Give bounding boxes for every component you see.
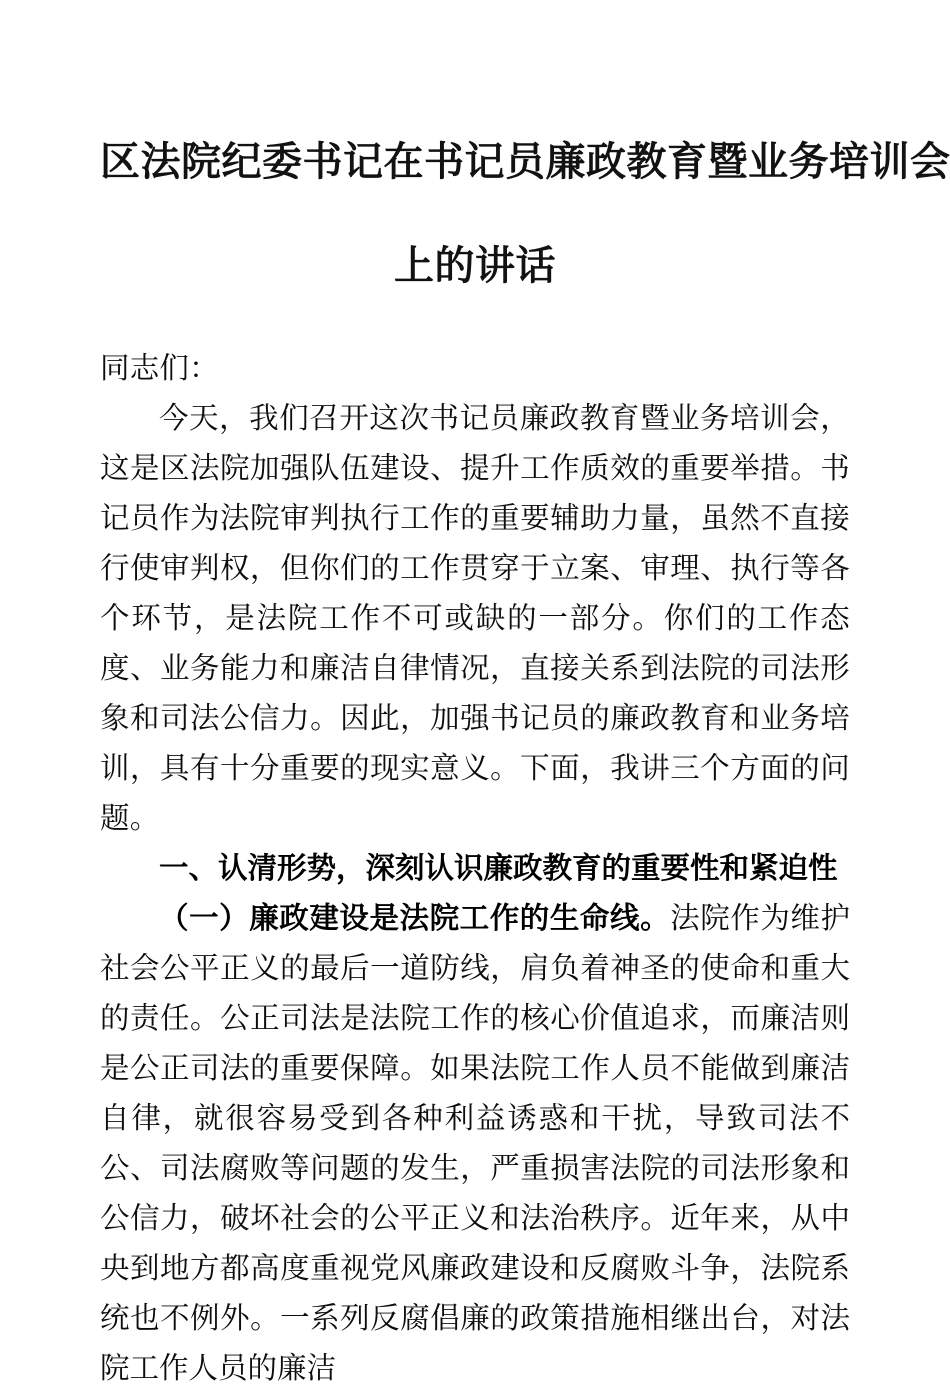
salutation: 同志们： xyxy=(100,353,219,385)
section-heading-1: 一、认清形势，深刻认识廉政教育的重要性和紧迫性 xyxy=(159,853,838,885)
subsection-body-text: 法院作为维护社会公平正义的最后一道防线，肩负着神圣的使命和重大的责任。公正司法是法院工作的核心价值追求，而廉洁则是公正司法的重要保障。如果法院工作人员不能做到廉洁自律，就很容易受到各种利益诱惑和干扰，导致司法不公、司法腐败等问题的发生，严重损害法院的司法形象和公信力，破坏社会的公平正义和法治秩序。近年来，从中央到地方都高度重视党风廉政建设和反腐败斗争，法院系统也不例外。一系列反腐倡廉的政策措施相继出台，对法院工作人员的廉洁 xyxy=(100,903,850,1385)
opening-paragraph: 今天，我们召开这次书记员廉政教育暨业务培训会，这是区法院加强队伍建设、提升工作质效的重要举措。书记员作为法院审判执行工作的重要辅助力量，虽然不直接行使审判权，但你们的工作贯穿于立案、审理、执行等各个环节，是法院工作不可或缺的一部分。你们的工作态度、业务能力和廉洁自律情况，直接关系到法院的司法形象和司法公信力。因此，加强书记员的廉政教育和业务培训，具有十分重要的现实意义。下面，我讲三个方面的问题。 xyxy=(100,403,850,835)
subsection-heading-1-1 xyxy=(100,894,850,1394)
document-content xyxy=(100,0,950,1394)
page-title-line-2: 上的讲话 xyxy=(394,243,556,289)
document-body xyxy=(100,344,850,1394)
page-title-line-1: 区法院纪委书记在书记员廉政教育暨业务培训会 xyxy=(100,139,950,185)
subsection-lead-in: （一）廉政建设是法院工作的生命线。 xyxy=(159,903,671,935)
page-title xyxy=(100,0,950,318)
